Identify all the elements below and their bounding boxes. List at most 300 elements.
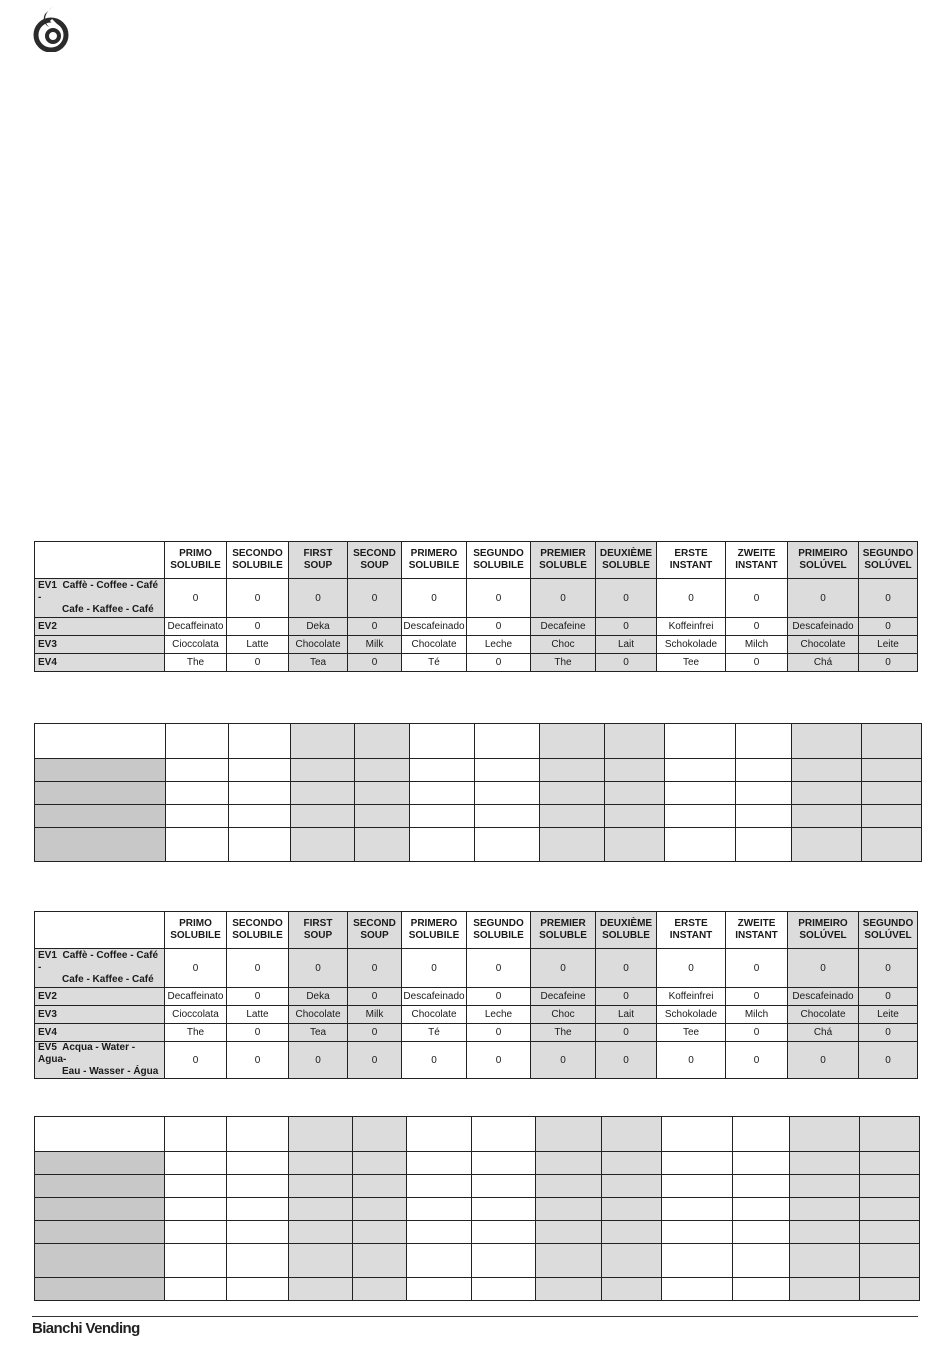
table-cell: Descafeinado (788, 988, 859, 1006)
blank-cell (227, 1244, 289, 1278)
blank-cell (355, 759, 410, 782)
table-cell: Tea (289, 654, 348, 672)
table-cell: 0 (726, 1024, 788, 1042)
blank-cell (472, 1244, 536, 1278)
blank-cell (410, 805, 475, 828)
blank-cell (662, 1198, 733, 1221)
table-cell: 0 (531, 1042, 596, 1079)
table-cell: Chocolate (402, 636, 467, 654)
table-cell: 0 (726, 618, 788, 636)
blank-cell (407, 1278, 472, 1301)
table-cell: 0 (348, 1024, 402, 1042)
blank-cell (229, 828, 291, 862)
table-cell: The (165, 1024, 227, 1042)
table-cell: 0 (289, 949, 348, 988)
table-cell: Cioccolata (165, 1006, 227, 1024)
blank-cell (733, 1117, 790, 1152)
blank-cell (165, 1278, 227, 1301)
table-cell: 0 (348, 654, 402, 672)
table-cell: 0 (227, 579, 289, 618)
corner-cell (35, 912, 165, 949)
blank-cell (410, 759, 475, 782)
table-cell: Leite (859, 1006, 918, 1024)
blank-cell (602, 1221, 662, 1244)
blank-cell (410, 828, 475, 862)
blank-cell (540, 805, 605, 828)
blank-cell (227, 1152, 289, 1175)
blank-cell (665, 805, 736, 828)
blank-cell (353, 1175, 407, 1198)
blank-cell (166, 828, 229, 862)
row-label: EV2 (35, 988, 165, 1006)
blank-cell (790, 1152, 860, 1175)
blank-cell (536, 1278, 602, 1301)
blank-cell (662, 1221, 733, 1244)
table-cell: 0 (788, 579, 859, 618)
footer-divider (32, 1316, 918, 1317)
table-cell: 0 (467, 579, 531, 618)
table-cell: 0 (859, 949, 918, 988)
blank-cell (165, 1198, 227, 1221)
table-cell: 0 (467, 988, 531, 1006)
blank-cell (407, 1175, 472, 1198)
table-cell: 0 (859, 579, 918, 618)
blank-cell (291, 724, 355, 759)
table-cell: Schokolade (657, 636, 726, 654)
blank-cell (860, 1117, 920, 1152)
table-cell: Tee (657, 1024, 726, 1042)
table-row (35, 805, 922, 828)
blank-cell (662, 1117, 733, 1152)
blank-cell (472, 1175, 536, 1198)
table-cell: Choc (531, 636, 596, 654)
table-cell: Tea (289, 1024, 348, 1042)
blank-cell (605, 724, 665, 759)
blank-cell (472, 1198, 536, 1221)
blank-cell (355, 782, 410, 805)
table-cell: 0 (227, 988, 289, 1006)
blank-cell (353, 1117, 407, 1152)
blank-cell (407, 1117, 472, 1152)
table-cell: 0 (788, 949, 859, 988)
header-row (35, 542, 918, 579)
blank-cell (166, 724, 229, 759)
column-header: PRIMO SOLUBILE (165, 912, 227, 949)
brand-wordmark: Bianchi Vending (32, 1320, 140, 1337)
blank-cell (166, 782, 229, 805)
table-cell: 0 (596, 618, 657, 636)
corner-cell (35, 724, 166, 759)
blank-cell (860, 1244, 920, 1278)
table-cell: 0 (657, 579, 726, 618)
row-label (35, 1198, 165, 1221)
blank-cell (289, 1198, 353, 1221)
table-cell: 0 (402, 1042, 467, 1079)
blank-cell (733, 1278, 790, 1301)
row-label (35, 1175, 165, 1198)
blank-cell (289, 1117, 353, 1152)
table-cell: The (531, 1024, 596, 1042)
column-header: PRIMERO SOLUBILE (402, 542, 467, 579)
blank-cell (165, 1117, 227, 1152)
table-cell: 0 (596, 1024, 657, 1042)
blank-cell (475, 805, 540, 828)
table-cell: Descafeinado (402, 618, 467, 636)
blank-cell (289, 1152, 353, 1175)
table-cell: 0 (657, 1042, 726, 1079)
blank-cell (353, 1278, 407, 1301)
blank-cell (229, 724, 291, 759)
blank-cell (536, 1175, 602, 1198)
row-label: EV4 (35, 1024, 165, 1042)
blank-cell (602, 1278, 662, 1301)
table-cell: Latte (227, 636, 289, 654)
column-header: PRIMO SOLUBILE (165, 542, 227, 579)
column-header: PRIMEIRO SOLÚVEL (788, 542, 859, 579)
blank-cell (860, 1175, 920, 1198)
valve-assignment-table-5ev (34, 911, 918, 1079)
blank-cell (665, 724, 736, 759)
blank-cell (665, 828, 736, 862)
table-cell: 0 (531, 949, 596, 988)
table-cell: 0 (348, 579, 402, 618)
blank-cell (662, 1152, 733, 1175)
row-label (35, 805, 166, 828)
column-header: PRIMERO SOLUBILE (402, 912, 467, 949)
blank-cell (790, 1244, 860, 1278)
table-cell: Milk (348, 1006, 402, 1024)
row-label (35, 1278, 165, 1301)
table-cell: Chá (788, 654, 859, 672)
table-cell: 0 (348, 1042, 402, 1079)
table-cell: Decaffeinato (165, 988, 227, 1006)
blank-cell (536, 1244, 602, 1278)
blank-cell (736, 828, 792, 862)
blank-cell (605, 759, 665, 782)
blank-cell (860, 1152, 920, 1175)
blank-cell (862, 805, 922, 828)
table-row (35, 579, 918, 618)
blank-cell (291, 759, 355, 782)
blank-cell (662, 1278, 733, 1301)
blank-cell (355, 724, 410, 759)
row-label: EV1 Caffè - Coffee - Café - Cafe - Kaffee - Café (35, 579, 165, 618)
blank-cell (289, 1221, 353, 1244)
table-row (35, 1278, 920, 1301)
blank-cell (536, 1198, 602, 1221)
table-cell: 0 (596, 988, 657, 1006)
table-cell: 0 (726, 654, 788, 672)
table-row (35, 828, 922, 862)
table-cell: 0 (289, 1042, 348, 1079)
column-header: ZWEITE INSTANT (726, 912, 788, 949)
blank-cell (602, 1198, 662, 1221)
blank-cell (860, 1221, 920, 1244)
blank-valve-form-5ev (34, 1116, 920, 1301)
blank-cell (662, 1175, 733, 1198)
table-row (35, 1006, 918, 1024)
blank-cell (792, 724, 862, 759)
column-header: SEGUNDO SOLUBILE (467, 542, 531, 579)
table-cell: 0 (596, 1042, 657, 1079)
table-row (35, 1198, 920, 1221)
table-cell: 0 (467, 618, 531, 636)
blank-cell (602, 1117, 662, 1152)
table-cell: Chocolate (402, 1006, 467, 1024)
blank-cell (229, 782, 291, 805)
blank-cell (355, 805, 410, 828)
blank-cell (227, 1278, 289, 1301)
blank-cell (227, 1117, 289, 1152)
table-cell: 0 (289, 579, 348, 618)
table-cell: Deka (289, 988, 348, 1006)
table-cell: 0 (596, 949, 657, 988)
table-cell: 0 (859, 988, 918, 1006)
column-header: DEUXIÈME SOLUBLE (596, 912, 657, 949)
table-cell: Descafeinado (788, 618, 859, 636)
row-label (35, 1221, 165, 1244)
blank-cell (475, 828, 540, 862)
table-row (35, 782, 922, 805)
table-cell: 0 (859, 654, 918, 672)
blank-cell (536, 1221, 602, 1244)
table-row (35, 988, 918, 1006)
blank-cell (605, 782, 665, 805)
blank-cell (736, 782, 792, 805)
blank-cell (733, 1198, 790, 1221)
table-cell: Milch (726, 1006, 788, 1024)
table-cell: 0 (726, 949, 788, 988)
table-cell: 0 (726, 1042, 788, 1079)
table-cell: Koffeinfrei (657, 988, 726, 1006)
table-cell: 0 (402, 949, 467, 988)
blank-cell (353, 1244, 407, 1278)
column-header: ERSTE INSTANT (657, 912, 726, 949)
row-label (35, 1152, 165, 1175)
blank-cell (862, 759, 922, 782)
blank-cell (536, 1117, 602, 1152)
blank-cell (472, 1152, 536, 1175)
table-row (35, 654, 918, 672)
table-cell: Decafeine (531, 618, 596, 636)
table-cell: Choc (531, 1006, 596, 1024)
table-cell: 0 (657, 949, 726, 988)
blank-cell (227, 1198, 289, 1221)
table-cell: 0 (859, 618, 918, 636)
table-cell: 0 (348, 988, 402, 1006)
blank-cell (165, 1244, 227, 1278)
blank-cell (540, 759, 605, 782)
blank-cell (736, 805, 792, 828)
blank-cell (540, 782, 605, 805)
table-cell: Chocolate (289, 636, 348, 654)
blank-cell (792, 759, 862, 782)
table-row (35, 1024, 918, 1042)
table-cell: 0 (467, 1024, 531, 1042)
table-cell: Chocolate (788, 1006, 859, 1024)
blank-cell (790, 1198, 860, 1221)
blank-cell (472, 1221, 536, 1244)
table-row (35, 1152, 920, 1175)
blank-cell (602, 1175, 662, 1198)
table-cell: Latte (227, 1006, 289, 1024)
table-cell: Deka (289, 618, 348, 636)
blank-cell (862, 782, 922, 805)
table-row (35, 618, 918, 636)
blank-cell (289, 1278, 353, 1301)
table-row (35, 1244, 920, 1278)
blank-cell (605, 828, 665, 862)
row-label: EV4 (35, 654, 165, 672)
row-label: EV1 Caffè - Coffee - Café - Cafe - Kaffee - Café (35, 949, 165, 988)
blank-cell (665, 759, 736, 782)
table-cell: 0 (348, 618, 402, 636)
row-label: EV5 Acqua - Water - Agua- Eau - Wasser - Água (35, 1042, 165, 1079)
blank-cell (733, 1152, 790, 1175)
blank-cell (407, 1244, 472, 1278)
blank-cell (736, 724, 792, 759)
blank-cell (792, 805, 862, 828)
blank-cell (229, 805, 291, 828)
row-label: EV3 (35, 1006, 165, 1024)
blank-cell (536, 1152, 602, 1175)
table-cell: 0 (596, 654, 657, 672)
row-label (35, 1244, 165, 1278)
corner-cell (35, 1117, 165, 1152)
blank-cell (605, 805, 665, 828)
column-header: ZWEITE INSTANT (726, 542, 788, 579)
table-row (35, 1175, 920, 1198)
table-cell: Descafeinado (402, 988, 467, 1006)
table-cell: Decafeine (531, 988, 596, 1006)
column-header: SECONDO SOLUBILE (227, 542, 289, 579)
table-cell: 0 (467, 654, 531, 672)
blank-cell (790, 1117, 860, 1152)
blank-cell (165, 1221, 227, 1244)
blank-cell (291, 828, 355, 862)
table-cell: 0 (859, 1042, 918, 1079)
row-label (35, 782, 166, 805)
blank-cell (475, 782, 540, 805)
blank-cell (792, 828, 862, 862)
table-cell: Leche (467, 1006, 531, 1024)
table-cell: Lait (596, 636, 657, 654)
blank-cell (790, 1278, 860, 1301)
table-cell: Koffeinfrei (657, 618, 726, 636)
table-cell: 0 (348, 949, 402, 988)
blank-cell (353, 1152, 407, 1175)
column-header: SEGUNDO SOLÚVEL (859, 912, 918, 949)
header-row (35, 1117, 920, 1152)
table-cell: 0 (227, 1024, 289, 1042)
column-header: FIRST SOUP (289, 912, 348, 949)
table-row (35, 636, 918, 654)
table-cell: Chocolate (788, 636, 859, 654)
table-cell: 0 (788, 1042, 859, 1079)
blank-cell (540, 724, 605, 759)
table-cell: Chá (788, 1024, 859, 1042)
blank-cell (407, 1152, 472, 1175)
column-header: PREMIER SOLUBLE (531, 912, 596, 949)
blank-cell (862, 724, 922, 759)
table-cell: Schokolade (657, 1006, 726, 1024)
blank-cell (665, 782, 736, 805)
table-cell: 0 (402, 579, 467, 618)
table-cell: 0 (227, 618, 289, 636)
table-cell: 0 (227, 1042, 289, 1079)
row-label (35, 828, 166, 862)
blank-cell (475, 724, 540, 759)
blank-cell (165, 1152, 227, 1175)
column-header: SEGUNDO SOLUBILE (467, 912, 531, 949)
bianchi-logo-icon (32, 6, 70, 52)
corner-cell (35, 542, 165, 579)
table-cell: 0 (165, 949, 227, 988)
blank-cell (860, 1198, 920, 1221)
blank-cell (790, 1175, 860, 1198)
blank-cell (166, 805, 229, 828)
column-header: SECOND SOUP (348, 912, 402, 949)
blank-cell (790, 1221, 860, 1244)
blank-cell (291, 782, 355, 805)
table-cell: 0 (227, 654, 289, 672)
blank-cell (289, 1175, 353, 1198)
table-cell: 0 (227, 949, 289, 988)
table-cell: 0 (467, 1042, 531, 1079)
blank-cell (289, 1244, 353, 1278)
column-header: SECOND SOUP (348, 542, 402, 579)
blank-cell (860, 1278, 920, 1301)
blank-cell (229, 759, 291, 782)
table-cell: Chocolate (289, 1006, 348, 1024)
table-cell: Milk (348, 636, 402, 654)
table-cell: 0 (859, 1024, 918, 1042)
table-cell: The (165, 654, 227, 672)
blank-cell (733, 1175, 790, 1198)
table-cell: 0 (531, 579, 596, 618)
table-cell: Lait (596, 1006, 657, 1024)
row-label: EV3 (35, 636, 165, 654)
blank-cell (165, 1175, 227, 1198)
table-cell: Leche (467, 636, 531, 654)
blank-cell (227, 1221, 289, 1244)
table-cell: 0 (165, 579, 227, 618)
column-header: FIRST SOUP (289, 542, 348, 579)
column-header: ERSTE INSTANT (657, 542, 726, 579)
column-header: PRIMEIRO SOLÚVEL (788, 912, 859, 949)
table-cell: 0 (726, 988, 788, 1006)
blank-cell (475, 759, 540, 782)
table-cell: Leite (859, 636, 918, 654)
blank-cell (227, 1175, 289, 1198)
table-row (35, 1221, 920, 1244)
row-label: EV2 (35, 618, 165, 636)
row-label (35, 759, 166, 782)
table-row (35, 949, 918, 988)
blank-cell (166, 759, 229, 782)
blank-cell (472, 1117, 536, 1152)
blank-cell (736, 759, 792, 782)
blank-cell (353, 1221, 407, 1244)
blank-cell (410, 724, 475, 759)
blank-cell (602, 1152, 662, 1175)
table-row (35, 1042, 918, 1079)
table-cell: 0 (596, 579, 657, 618)
table-cell: The (531, 654, 596, 672)
blank-valve-form-4ev (34, 723, 922, 862)
table-cell: Decaffeinato (165, 618, 227, 636)
table-row (35, 759, 922, 782)
